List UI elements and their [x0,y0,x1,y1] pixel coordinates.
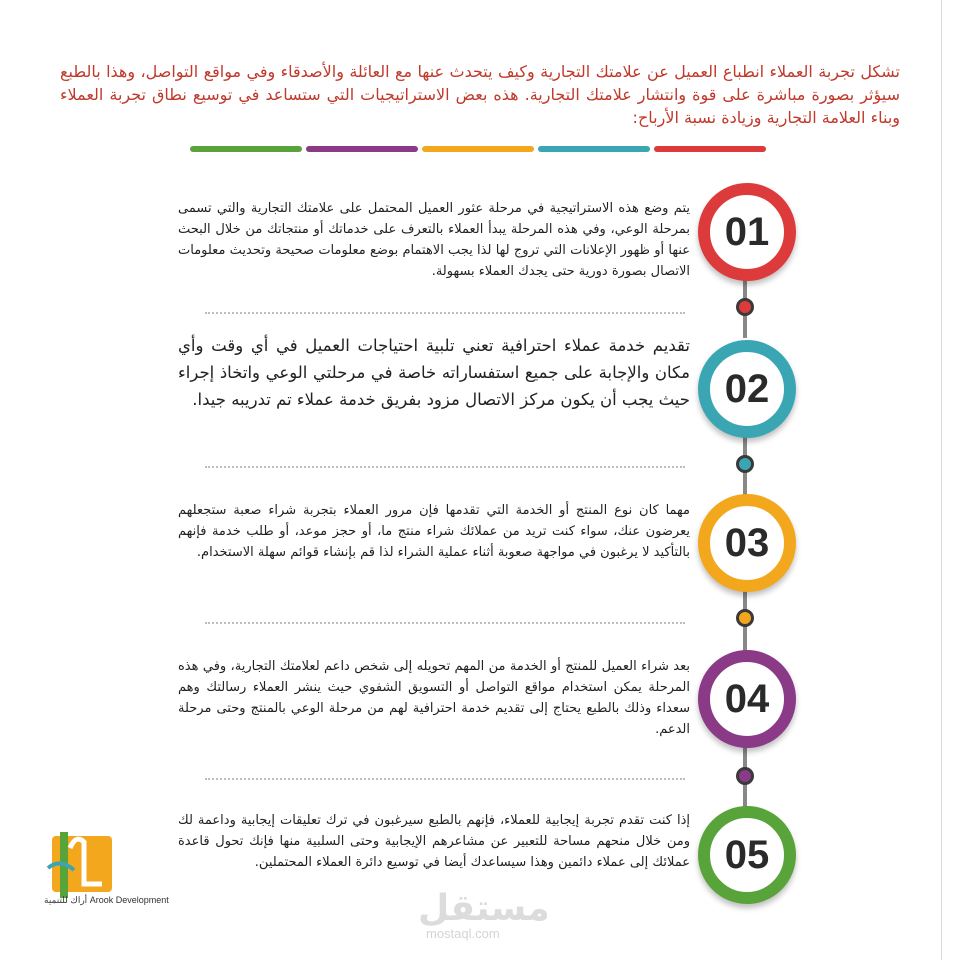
frame-border [941,0,942,960]
step-number: 02 [724,366,770,411]
timeline-node [736,609,754,627]
step-text-03: مهما كان نوع المنتج أو الخدمة التي تقدمها فإن مرور العملاء بتجربة شراء صعبة ستجعلهم يعرضون عنك، سواء كنت تريد من عملائك شراء منتج ما، أو حجز موعد، أو طلب خدمة فإنهم بالتأكيد لا يرغبون في مواجهة صعوبة أثناء عملية الشراء لذا قم بإنشاء قوائم سهلة الاستخدام. [178,503,690,560]
step-number: 01 [724,209,770,254]
step-circle-04 [698,650,796,748]
step-circle-03 [698,494,796,592]
step-text-04: بعد شراء العميل للمنتج أو الخدمة من المهم تحويله إلى شخص داعم لعلامتك التجارية، وفي هذه المرحلة يمكن استخدام مواقع التواصل أو التسويق الشفوي حيث ينشر العملاء رسالتك وهم سعداء وذلك بالطبع يحتاج إلى تقديم خدمة احترافية لهم من مرحلة الوعي بالمنتج وحتى مرحلة الدعم. [178,659,690,737]
stripe-purple [306,146,418,152]
timeline-node [736,455,754,473]
intro-paragraph: تشكل تجربة العملاء انطباع العميل عن علامتك التجارية وكيف يتحدث عنها مع العائلة والأصدقاء وفي مواقع التواصل، وهذا بالطبع سيؤثر بصورة مباشرة على قوة وانتشار علامتك التجارية. هذه بعض الاستراتيجيات التي ستساعد في توسيع نطاق تجربة العملاء وبناء العلامة التجارية وزيادة نسبة الأرباح: [60,62,900,127]
stripe-green [190,146,302,152]
timeline-node [736,767,754,785]
step-circle-01 [698,183,796,281]
color-stripes [190,146,766,152]
dotted-divider [205,622,685,624]
timeline-node [736,298,754,316]
step-circle-05 [698,806,796,904]
step-text-02: تقديم خدمة عملاء احترافية تعني تلبية احتياجات العميل في أي وقت وأي مكان والإجابة على جميع استفساراته خاصة في مرحلتي الوعي واتخاذ إجراء حيث يجب أن يكون مركز الاتصال مزود بفريق خدمة عملاء تم تدريبه جيدا. [178,336,690,409]
logo-english: Arook Development [89,895,169,905]
stripe-teal [538,146,650,152]
step-number: 05 [724,832,770,877]
dotted-divider [205,312,685,314]
step-circle-02 [698,340,796,438]
logo-caption [44,895,169,906]
watermark-url: mostaql.com [426,926,500,941]
step-text-05: إذا كنت تقدم تجربة إيجابية للعملاء، فإنهم بالطبع سيرغبون في ترك تعليقات إيجابية وداعمة لك ومن خلال منحهم مساحة للتعبير عن مشاعرهم الإيجابية وحتى السلبية منها فإنك تحول قاعدة عملائك إلى عملاء دائمين وهذا سيساعدك أيضا في توسيع دائرة العملاء المحتملين. [178,813,690,870]
step-number: 04 [724,676,770,721]
company-logo [40,828,130,936]
step-number: 03 [724,520,770,565]
dotted-divider [205,466,685,468]
watermark: مستقل [418,888,550,929]
dotted-divider [205,778,685,780]
stripe-orange [422,146,534,152]
step-text-01: يتم وضع هذه الاستراتيجية في مرحلة عثور العميل المحتمل على علامتك التجارية والتي تسمى بمرحلة الوعي، وفي هذه المرحلة يبدأ العملاء بالتعرف على خدماتك أو منتجاتك من خلال البحث عنها أو ظهور الإعلانات التي تروج لها لذا يجب الاهتمام بوضع معلومات صحيحة وتحديث معلومات الاتصال بصورة دورية حتى يجدك العملاء بسهولة. [178,201,690,279]
logo-arabic: أراك للتنمية [44,895,88,905]
stripe-red [654,146,766,152]
